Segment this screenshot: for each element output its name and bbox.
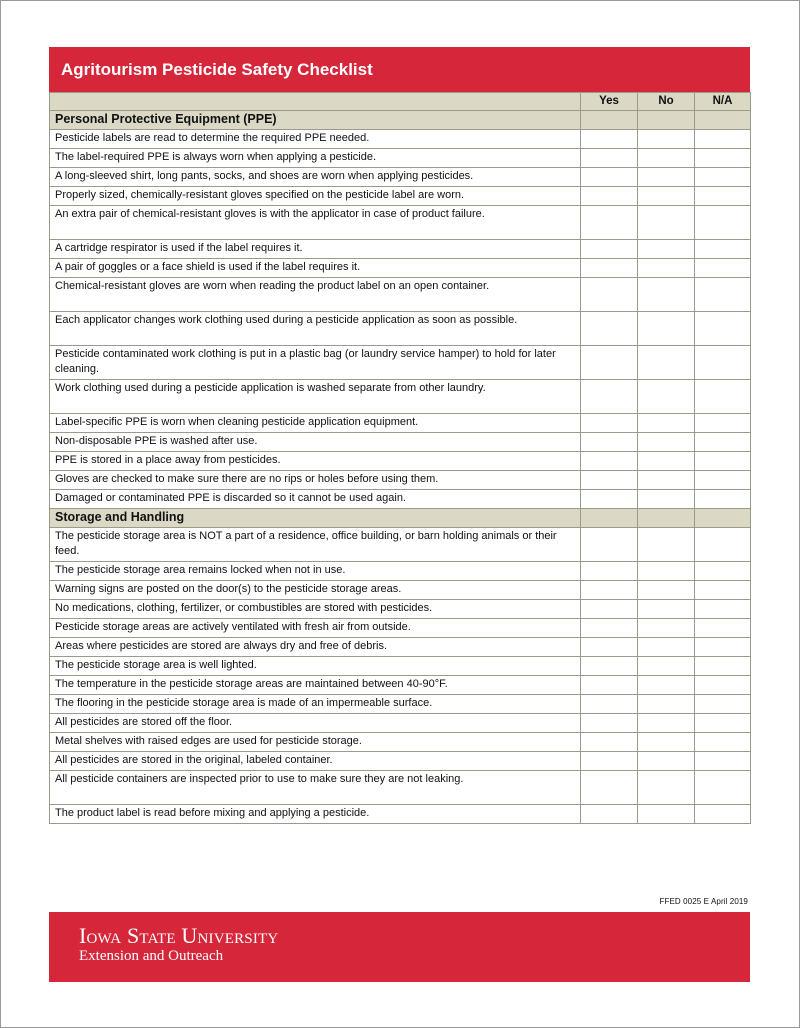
answer-cell-na[interactable]	[695, 433, 751, 452]
answer-cell-na[interactable]	[695, 168, 751, 187]
answer-cell-yes[interactable]	[581, 657, 638, 676]
checklist-item-text: The temperature in the pesticide storage areas are maintained between 40-90°F.	[50, 676, 581, 695]
section-heading: Storage and Handling	[50, 509, 581, 528]
checklist-row	[50, 562, 751, 581]
checklist-row	[50, 259, 751, 278]
answer-cell-no[interactable]	[638, 714, 695, 733]
checklist-item-text: Pesticide contaminated work clothing is put in a plastic bag (or laundry service hamper) to hold for later cleaning.	[50, 346, 581, 380]
answer-cell-na[interactable]	[695, 206, 751, 240]
section-header-cell	[695, 111, 751, 130]
answer-cell-no[interactable]	[638, 805, 695, 824]
checklist-row	[50, 619, 751, 638]
checklist-item-text: The label-required PPE is always worn when applying a pesticide.	[50, 149, 581, 168]
answer-cell-na[interactable]	[695, 676, 751, 695]
checklist-row	[50, 528, 751, 562]
answer-cell-yes[interactable]	[581, 581, 638, 600]
answer-cell-na[interactable]	[695, 130, 751, 149]
checklist-item-text: The product label is read before mixing and applying a pesticide.	[50, 805, 581, 824]
checklist-item-text: A cartridge respirator is used if the label requires it.	[50, 240, 581, 259]
checklist-item-text: A pair of goggles or a face shield is used if the label requires it.	[50, 259, 581, 278]
answer-cell-na[interactable]	[695, 414, 751, 433]
answer-cell-yes[interactable]	[581, 206, 638, 240]
checklist-row	[50, 600, 751, 619]
answer-cell-yes[interactable]	[581, 149, 638, 168]
answer-cell-na[interactable]	[695, 259, 751, 278]
checklist-item-text: The pesticide storage area remains locked when not in use.	[50, 562, 581, 581]
answer-cell-yes[interactable]	[581, 771, 638, 805]
answer-cell-no[interactable]	[638, 168, 695, 187]
checklist-body	[50, 93, 751, 824]
answer-cell-na[interactable]	[695, 714, 751, 733]
checklist-item-text: Warning signs are posted on the door(s) to the pesticide storage areas.	[50, 581, 581, 600]
answer-cell-yes[interactable]	[581, 752, 638, 771]
section-header-row	[50, 111, 751, 130]
footer-banner	[49, 912, 750, 982]
checklist-item-text: All pesticides are stored in the original, labeled container.	[50, 752, 581, 771]
checklist-item-text: All pesticides are stored off the floor.	[50, 714, 581, 733]
answer-cell-na[interactable]	[695, 380, 751, 414]
answer-cell-no[interactable]	[638, 771, 695, 805]
checklist-item-text: Work clothing used during a pesticide application is washed separate from other laundry.	[50, 380, 581, 414]
answer-cell-na[interactable]	[695, 619, 751, 638]
answer-cell-yes[interactable]	[581, 130, 638, 149]
checklist-row	[50, 346, 751, 380]
answer-cell-no[interactable]	[638, 581, 695, 600]
answer-cell-no[interactable]	[638, 130, 695, 149]
answer-cell-na[interactable]	[695, 600, 751, 619]
checklist-item-text: The flooring in the pesticide storage area is made of an impermeable surface.	[50, 695, 581, 714]
answer-cell-na[interactable]	[695, 805, 751, 824]
answer-cell-na[interactable]	[695, 528, 751, 562]
answer-cell-na[interactable]	[695, 490, 751, 509]
answer-cell-na[interactable]	[695, 346, 751, 380]
checklist-row	[50, 149, 751, 168]
answer-cell-no[interactable]	[638, 528, 695, 562]
answer-cell-na[interactable]	[695, 638, 751, 657]
answer-cell-no[interactable]	[638, 562, 695, 581]
answer-cell-no[interactable]	[638, 346, 695, 380]
answer-cell-no[interactable]	[638, 187, 695, 206]
checklist-item-text: No medications, clothing, fertilizer, or combustibles are stored with pesticides.	[50, 600, 581, 619]
section-header-cell	[581, 111, 638, 130]
answer-cell-na[interactable]	[695, 562, 751, 581]
checklist-row	[50, 240, 751, 259]
checklist-item-text: Gloves are checked to make sure there are no rips or holes before using them.	[50, 471, 581, 490]
checklist-row	[50, 714, 751, 733]
answer-cell-no[interactable]	[638, 471, 695, 490]
checklist-row	[50, 733, 751, 752]
checklist-row	[50, 657, 751, 676]
answer-cell-na[interactable]	[695, 752, 751, 771]
checklist-row	[50, 771, 751, 805]
answer-cell-yes[interactable]	[581, 414, 638, 433]
answer-cell-yes[interactable]	[581, 471, 638, 490]
checklist-row	[50, 206, 751, 240]
answer-cell-no[interactable]	[638, 638, 695, 657]
checklist-row	[50, 380, 751, 414]
answer-cell-yes[interactable]	[581, 528, 638, 562]
answer-cell-no[interactable]	[638, 312, 695, 346]
answer-cell-na[interactable]	[695, 471, 751, 490]
answer-cell-no[interactable]	[638, 733, 695, 752]
checklist-row	[50, 312, 751, 346]
section-header-cell	[695, 509, 751, 528]
answer-cell-no[interactable]	[638, 380, 695, 414]
answer-cell-na[interactable]	[695, 695, 751, 714]
answer-cell-no[interactable]	[638, 695, 695, 714]
checklist-row	[50, 187, 751, 206]
university-wordmark: Iowa State University	[79, 923, 279, 948]
answer-cell-no[interactable]	[638, 206, 695, 240]
answer-cell-no[interactable]	[638, 452, 695, 471]
answer-cell-no[interactable]	[638, 259, 695, 278]
answer-cell-yes[interactable]	[581, 380, 638, 414]
checklist-row	[50, 490, 751, 509]
checklist-item-text: The pesticide storage area is well lighted.	[50, 657, 581, 676]
answer-cell-na[interactable]	[695, 581, 751, 600]
answer-cell-yes[interactable]	[581, 714, 638, 733]
checklist-row	[50, 581, 751, 600]
checklist-item-text: Areas where pesticides are stored are always dry and free of debris.	[50, 638, 581, 657]
checklist-item-text: Damaged or contaminated PPE is discarded so it cannot be used again.	[50, 490, 581, 509]
header-na: N/A	[695, 93, 751, 111]
answer-cell-yes[interactable]	[581, 733, 638, 752]
checklist-item-text: Metal shelves with raised edges are used for pesticide storage.	[50, 733, 581, 752]
answer-cell-yes[interactable]	[581, 346, 638, 380]
checklist-row	[50, 471, 751, 490]
checklist-row	[50, 433, 751, 452]
checklist-item-text: Chemical-resistant gloves are worn when reading the product label on an open container.	[50, 278, 581, 312]
answer-cell-na[interactable]	[695, 187, 751, 206]
answer-cell-no[interactable]	[638, 414, 695, 433]
checklist-item-text: An extra pair of chemical-resistant gloves is with the applicator in case of product failure.	[50, 206, 581, 240]
answer-cell-no[interactable]	[638, 676, 695, 695]
answer-cell-no[interactable]	[638, 752, 695, 771]
checklist-row	[50, 752, 751, 771]
document-code: FFED 0025 E April 2019	[659, 897, 748, 906]
checklist-row	[50, 130, 751, 149]
section-heading: Personal Protective Equipment (PPE)	[50, 111, 581, 130]
answer-cell-yes[interactable]	[581, 600, 638, 619]
department-name: Extension and Outreach	[79, 948, 224, 964]
answer-cell-na[interactable]	[695, 312, 751, 346]
answer-cell-na[interactable]	[695, 278, 751, 312]
header-no: No	[638, 93, 695, 111]
header-yes: Yes	[581, 93, 638, 111]
answer-cell-no[interactable]	[638, 433, 695, 452]
answer-cell-no[interactable]	[638, 240, 695, 259]
checklist-row	[50, 452, 751, 471]
answer-cell-yes[interactable]	[581, 490, 638, 509]
checklist-item-text: Pesticide storage areas are actively ventilated with fresh air from outside.	[50, 619, 581, 638]
checklist-row	[50, 278, 751, 312]
answer-cell-yes[interactable]	[581, 240, 638, 259]
answer-cell-yes[interactable]	[581, 676, 638, 695]
answer-cell-no[interactable]	[638, 657, 695, 676]
answer-cell-yes[interactable]	[581, 805, 638, 824]
checklist-item-text: All pesticide containers are inspected prior to use to make sure they are not leaking.	[50, 771, 581, 805]
answer-cell-yes[interactable]	[581, 695, 638, 714]
answer-cell-na[interactable]	[695, 657, 751, 676]
answer-cell-na[interactable]	[695, 452, 751, 471]
answer-cell-na[interactable]	[695, 240, 751, 259]
checklist-item-text: Properly sized, chemically-resistant gloves specified on the pesticide label are worn.	[50, 187, 581, 206]
answer-cell-yes[interactable]	[581, 562, 638, 581]
answer-cell-no[interactable]	[638, 619, 695, 638]
answer-cell-yes[interactable]	[581, 259, 638, 278]
section-header-cell	[638, 509, 695, 528]
checklist-table	[49, 92, 751, 824]
column-header-row	[50, 93, 751, 111]
checklist-item-text: Each applicator changes work clothing used during a pesticide application as soon as possible.	[50, 312, 581, 346]
checklist-item-text: A long-sleeved shirt, long pants, socks, and shoes are worn when applying pesticides.	[50, 168, 581, 187]
answer-cell-yes[interactable]	[581, 187, 638, 206]
answer-cell-no[interactable]	[638, 149, 695, 168]
answer-cell-na[interactable]	[695, 771, 751, 805]
answer-cell-yes[interactable]	[581, 452, 638, 471]
section-header-cell	[581, 509, 638, 528]
checklist-row	[50, 676, 751, 695]
checklist-item-text: PPE is stored in a place away from pesticides.	[50, 452, 581, 471]
checklist-row	[50, 168, 751, 187]
answer-cell-yes[interactable]	[581, 619, 638, 638]
answer-cell-no[interactable]	[638, 490, 695, 509]
answer-cell-yes[interactable]	[581, 638, 638, 657]
checklist-title: Agritourism Pesticide Safety Checklist	[49, 47, 750, 93]
answer-cell-yes[interactable]	[581, 168, 638, 187]
answer-cell-no[interactable]	[638, 278, 695, 312]
answer-cell-yes[interactable]	[581, 312, 638, 346]
answer-cell-na[interactable]	[695, 149, 751, 168]
section-header-row	[50, 509, 751, 528]
section-header-cell	[638, 111, 695, 130]
header-blank	[50, 93, 581, 111]
answer-cell-na[interactable]	[695, 733, 751, 752]
answer-cell-no[interactable]	[638, 600, 695, 619]
checklist-item-text: Non-disposable PPE is washed after use.	[50, 433, 581, 452]
checklist-row	[50, 695, 751, 714]
checklist-row	[50, 805, 751, 824]
checklist-row	[50, 638, 751, 657]
checklist-item-text: Label-specific PPE is worn when cleaning pesticide application equipment.	[50, 414, 581, 433]
checklist-row	[50, 414, 751, 433]
answer-cell-yes[interactable]	[581, 433, 638, 452]
answer-cell-yes[interactable]	[581, 278, 638, 312]
checklist-item-text: Pesticide labels are read to determine the required PPE needed.	[50, 130, 581, 149]
checklist-item-text: The pesticide storage area is NOT a part of a residence, office building, or barn holding animals or their feed.	[50, 528, 581, 562]
